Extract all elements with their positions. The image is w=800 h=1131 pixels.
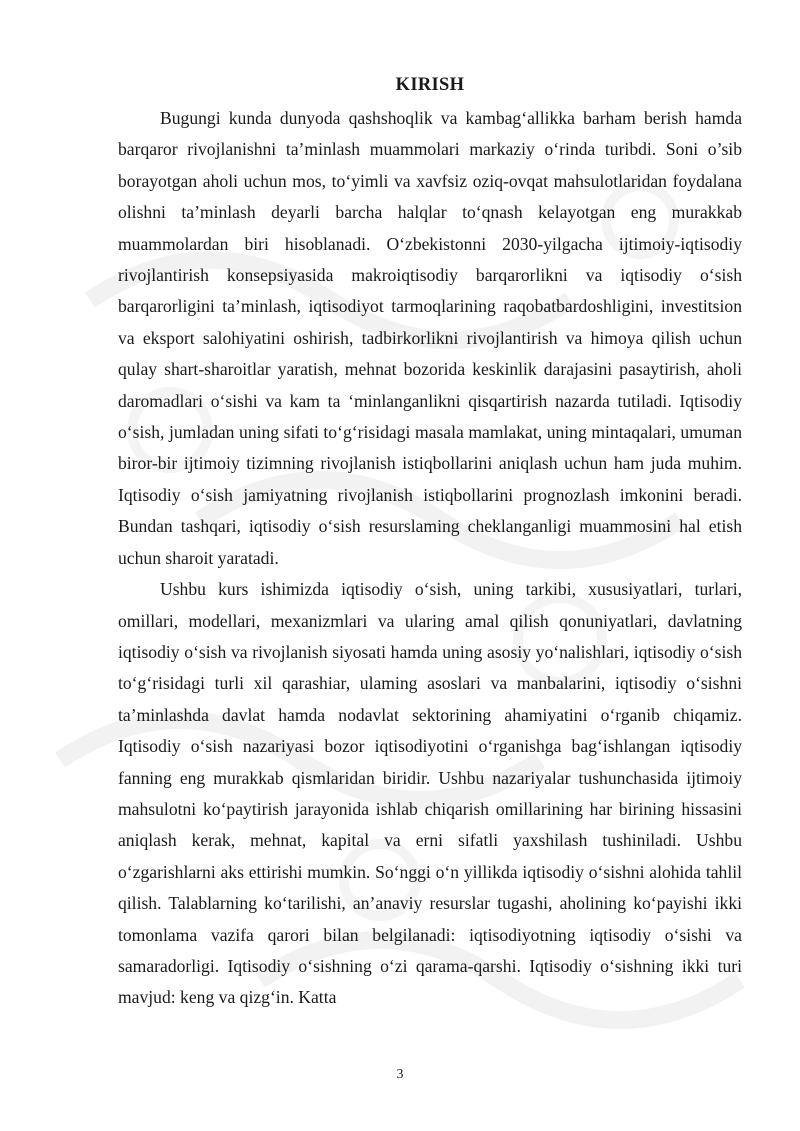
paragraph-2: Ushbu kurs ishimizda iqtisodiy o‘sish, uning tarkibi, xususiyatlari, turlari, omillari, modellari, mexanizmlari va ularing amal qilish qonuniyatlari, davlatning iqtisodiy o‘sish va rivojlanish siyosati hamda uning asosiy yo‘nalishlari, iqtisodiy o‘sish to‘g‘risidagi turli xil qarashiar, ulaming asoslari va manbalarini, iqtisodiy o‘sishni ta’minlashda davlat hamda nodavlat sektorining ahamiyatini o‘rganib chiqamiz. Iqtisodiy o‘sish nazariyasi bozor iqtisodiyotini o‘rganishga bag‘ishlangan iqtisodiy fanning eng murakkab qismlaridan biridir. Ushbu nazariyalar tushunchasida ijtimoiy mahsulotni ko‘paytirish jarayonida ishlab chiqarish omillarining har birining hissasini aniqlash kerak, mehnat, kapital va erni sifatli yaxshilash tushiniladi. Ushbu o‘zgarishlarni aks ettirishi mumkin. So‘nggi o‘n yillikda iqtisodiy o‘sishni alohida tahlil qilish. Talablarning ko‘tarilishi, an’anaviy resurslar tugashi, aholining ko‘payishi ikki tomonlama vazifa qarori bilan belgilanadi: iqtisodiyotning iqtisodiy o‘sishi va samaradorligi. Iqtisodiy o‘sishning o‘zi qarama-qarshi. Iqtisodiy o‘sishning ikki turi mavjud: keng va qizg‘in. Katta [118, 579, 742, 1008]
section-title: KIRISH [395, 75, 465, 95]
document-page [118, 72, 742, 1014]
paragraph-1: Bugungi kunda dunyoda qashshoqlik va kambag‘allikka barham berish hamda barqaror rivojlanishni ta’minlash muammolari markaziy o‘rinda turibdi. Soni o’sib borayotgan aholi uchun mos, to‘yimli va xavfsiz oziq-ovqat mahsulotlaridan foydalana olishni ta’minlash deyarli barcha halqlar to‘qnash kelayotgan eng murakkab muammolardan biri hisoblanadi. O‘zbekistonni 2030-yilgacha ijtimoiy-iqtisodiy rivojlantirish konsepsiyasida makroiqtisodiy barqarorlikni va iqtisodiy o‘sish barqarorligini ta’minlash, iqtisodiyot tarmoqlarining raqobatbardoshligini, investitsion va eksport salohiyatini oshirish, tadbirkorlikni rivojlantirish va himoya qilish uchun qulay shart-sharoitlar yaratish, mehnat bozorida keskinlik darajasini pasaytirish, aholi daromadlari o‘sishi va kam ta ‘minlanganlikni qisqartirish nazarda tutiladi. Iqtisodiy o‘sish, jumladan uning sifati to‘g‘risidagi masala mamlakat, uning mintaqalari, umuman biror-bir ijtimoiy tizimning rivojlanish istiqbollarini aniqlash uchun ham juda muhim. Iqtisodiy o‘sish jamiyatning rivojlanish istiqbollarini prognozlash imkonini beradi. Bundan tashqari, iqtisodiy o‘sish resurslaming cheklanganligi muammosini hal etish uchun sharoit yaratadi. [118, 108, 742, 568]
page-number: 3 [396, 1067, 404, 1082]
